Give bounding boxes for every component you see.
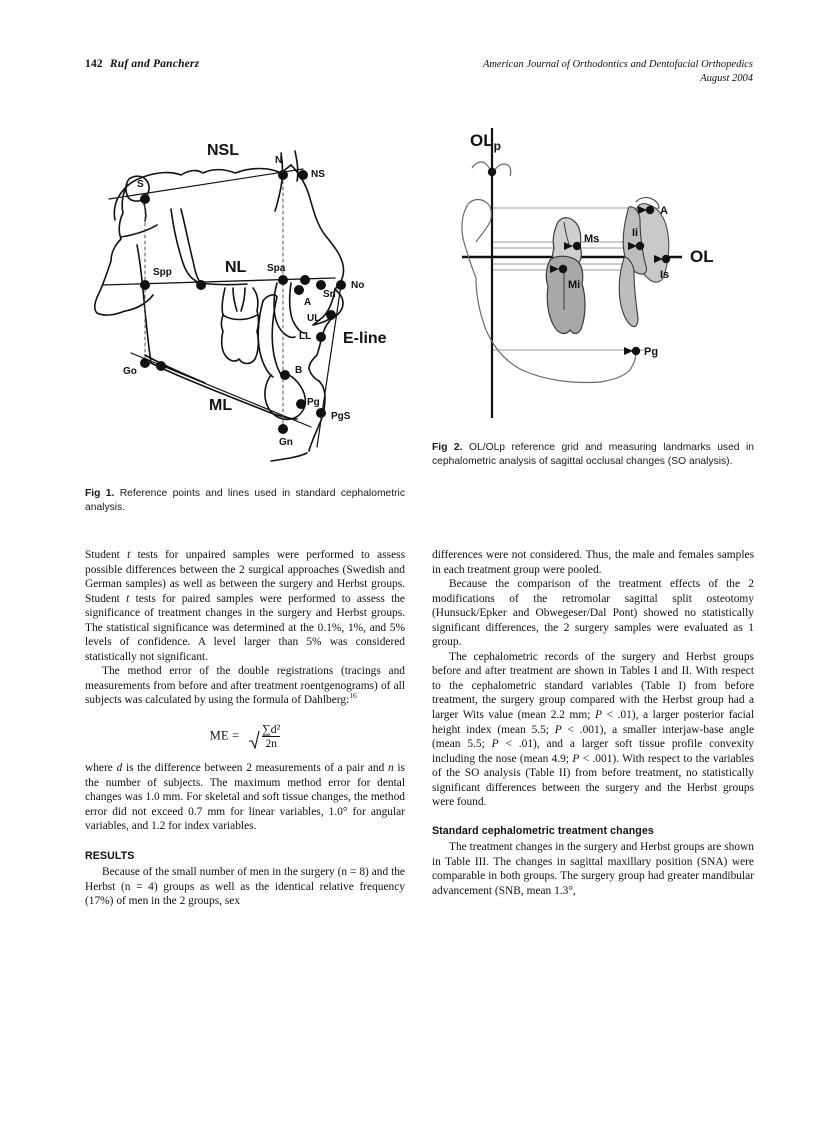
fig1-label-Sn: Sn (323, 289, 336, 300)
equation-lhs: ME (209, 728, 229, 743)
fig1-label-Gn: Gn (279, 437, 293, 448)
paragraph: Because of the small number of men in the surgery (n = 8) and the Herbst (n = 4) groups as well as the identical relative frequency (17%) of men in the 2 groups, sex (85, 866, 405, 908)
fig1-label-NSL: NSL (207, 142, 239, 159)
left-paragraphs-results (85, 865, 405, 909)
fig1-label-ML: ML (209, 397, 233, 414)
paragraph: where d is the difference between 2 measurements of a pair and n is the number of subjects. The maximum method error for dental changes was 1.0 mm. For skeletal and soft tissue changes, the method error did not exceed 0.7 mm for linear variables, 1.0° for angular variables, and 1.2 for index variables. (85, 762, 405, 833)
fig2-label-A: A (660, 205, 668, 217)
figure-2 (432, 118, 754, 438)
paragraph: Student t tests for unpaired samples were performed to assess possible differences between the 2 surgical approaches (Swedish and German samples) as well as between the surgery and Herbst groups. Student t tests for paired samples were performed to assess the significance of treatment changes in the surgery and Herbst groups. The statistical significance was determined at the 0.1%, 1%, and 5% levels of confidence. A level larger than 5% was considered statistically not significant. (85, 549, 405, 663)
fig1-label-B: B (295, 365, 303, 376)
equation-radical (249, 722, 280, 751)
fig1-label-Spp: Spp (153, 267, 172, 278)
heading-results: RESULTS (85, 849, 135, 862)
fig1-label-S: S (137, 179, 144, 190)
fig2-label-Pg: Pg (644, 346, 659, 358)
figure-2-label: Fig 2. (432, 442, 463, 453)
fig2-label-Is: Is (660, 269, 670, 281)
fig1-cephalometric-tracing (85, 125, 405, 475)
fig1-label-NL: NL (225, 259, 247, 276)
paragraph: Because the comparison of the treatment effects of the 2 modifications of the retromolar sagittal split osteotomy (Hunsuck/Epker and Obwegeser/Dal Pont) showed no statistically significant differences, the 2 surgery samples were evaluated as 1 group. (432, 578, 754, 649)
equation-numerator: ∑d² (262, 722, 281, 737)
fig1-label-E-line: E-line (343, 330, 387, 347)
paragraph: The treatment changes in the surgery and Herbst groups are shown in Table III. The changes in sagittal maxillary position (SNA) were comparable in both groups. The surgery group had greater mandibular advancement (SNB, mean 1.3°, (432, 841, 754, 898)
heading-standard-cephalometric-treatment-changes: Standard cephalometric treatment changes (432, 824, 654, 837)
method-error-equation (85, 722, 405, 751)
right-paragraphs-after-heading (432, 840, 754, 898)
body-column-left (85, 548, 405, 909)
issue-date: August 2004 (700, 73, 753, 84)
paragraph: The method error of the double registrations (tracings and measurements from before and after treatment roentgenograms) of all subjects was calculated by using the formula of Dahlberg:$^{16}$ (85, 665, 405, 707)
left-paragraphs (85, 548, 405, 708)
running-head-authors: Ruf and Pancherz (109, 58, 200, 70)
figure-1 (85, 125, 405, 480)
body-column-right (432, 548, 754, 899)
page-folio: 142 (85, 58, 103, 70)
fig2-label-OLp: $OL_p$ (470, 131, 501, 153)
fig1-label-NS: NS (311, 169, 325, 180)
fig1-label-LL: LL (299, 331, 312, 342)
running-head-left (85, 58, 199, 70)
running-head-right (483, 58, 753, 86)
fig2-label-Ms: Ms (584, 233, 600, 245)
right-paragraphs (432, 548, 754, 810)
fig1-label-Pg: Pg (307, 397, 320, 408)
figure-1-caption-text: Reference points and lines used in standard cephalometric analysis. (85, 488, 405, 513)
radical-sign-icon (249, 730, 260, 749)
fig1-label-A: A (304, 297, 312, 308)
paragraph: differences were not considered. Thus, the male and females samples in each treatment group were pooled. (432, 549, 754, 576)
equation-denominator: 2n (262, 736, 280, 751)
fig2-label-Mi: Mi (568, 279, 581, 291)
fig2-ol-olp-grid (432, 118, 754, 433)
figure-2-caption (432, 441, 754, 468)
fig1-label-UL: UL (307, 313, 321, 324)
figure-1-caption (85, 487, 405, 514)
running-head (85, 58, 753, 98)
fig1-label-No: No (351, 280, 365, 291)
journal-title: American Journal of Orthodontics and Dentofacial Orthopedics (482, 59, 753, 70)
fig1-label-PgS: PgS (331, 411, 351, 422)
equation-equals: = (232, 728, 240, 743)
fig2-label-Ii: Ii (632, 227, 639, 239)
left-paragraphs-after-equation (85, 761, 405, 834)
fig1-label-Go: Go (123, 366, 137, 377)
figure-2-caption-text: OL/OLp reference grid and measuring landmarks used in cephalometric analysis of sagittal occlusal changes (SO analysis). (432, 442, 754, 467)
fig2-label-OL: OL (690, 247, 714, 266)
paragraph: The cephalometric records of the surgery and Herbst groups before and after treatment are shown in Tables I and II. With respect to the cephalometric standard variables (Table I) from before treatment, the surgery group compared with the Herbst group had a larger Wits value (mean 2.2 mm; P < .01), a larger posterior facial height index (mean 5.5; P < .001), a smaller interjaw-base angle (mean 5.5; P < .01), and a larger soft tissue profile convexity including the nose (mean 4.9; P < .001). With respect to the variables of the SO analysis (Table II) from before treatment, no statistically significant differences between the surgery and the Herbst groups were found. (432, 650, 755, 809)
fig1-label-N: N (275, 155, 283, 166)
figure-1-label: Fig 1. (85, 488, 115, 499)
fig1-label-Spa: Spa (267, 263, 286, 274)
